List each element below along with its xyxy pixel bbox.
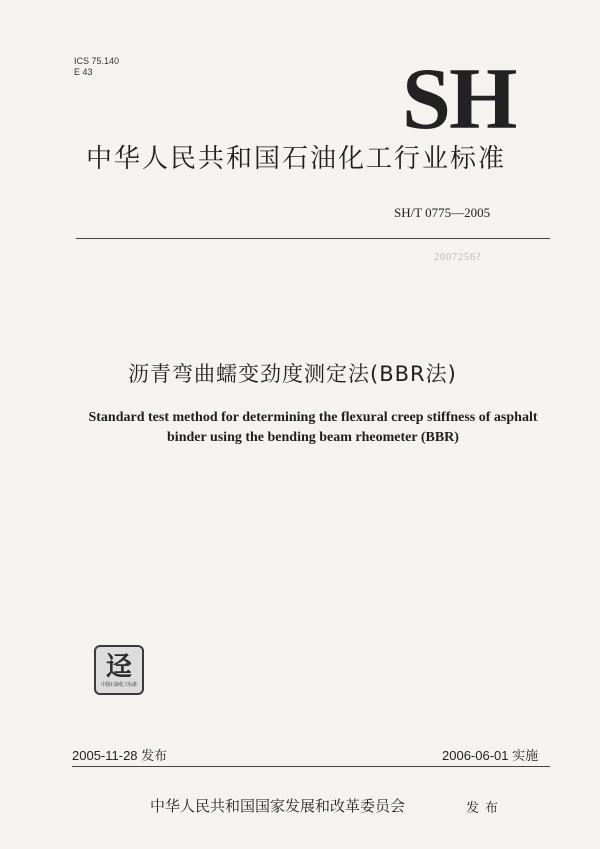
organization-title: 中华人民共和国石油化工行业标准 <box>86 144 507 174</box>
ics-code: ICS 75.140 <box>74 56 120 66</box>
sh-logo: SH <box>402 51 516 148</box>
faint-stamp: 2007256? <box>434 252 482 263</box>
implementation-date: 2006-06-01 实施 <box>442 748 539 763</box>
seal-character: 迳 <box>105 652 132 682</box>
classification-codes <box>74 56 119 78</box>
seal-caption: 中国石油化工标准 <box>100 682 137 688</box>
class-code: E 43 <box>74 67 93 77</box>
standard-number: SH/T 0775—2005 <box>394 205 491 220</box>
publish-label: 发布 <box>466 801 505 816</box>
publisher-seal-icon <box>94 645 144 695</box>
publisher-name: 中华人民共和国国家发展和改革委员会 <box>150 797 406 815</box>
document-title-en: Standard test method for determining the flexural creep stiffness of asphalt binder using the bending beam rheometer (BBR) <box>88 410 538 445</box>
issue-date: 2005-11-28 发布 <box>72 748 168 763</box>
footer-divider <box>72 766 550 767</box>
document-title-cn: 沥青弯曲蠕变劲度测定法(BBR法) <box>128 362 457 386</box>
header-divider <box>76 238 550 239</box>
